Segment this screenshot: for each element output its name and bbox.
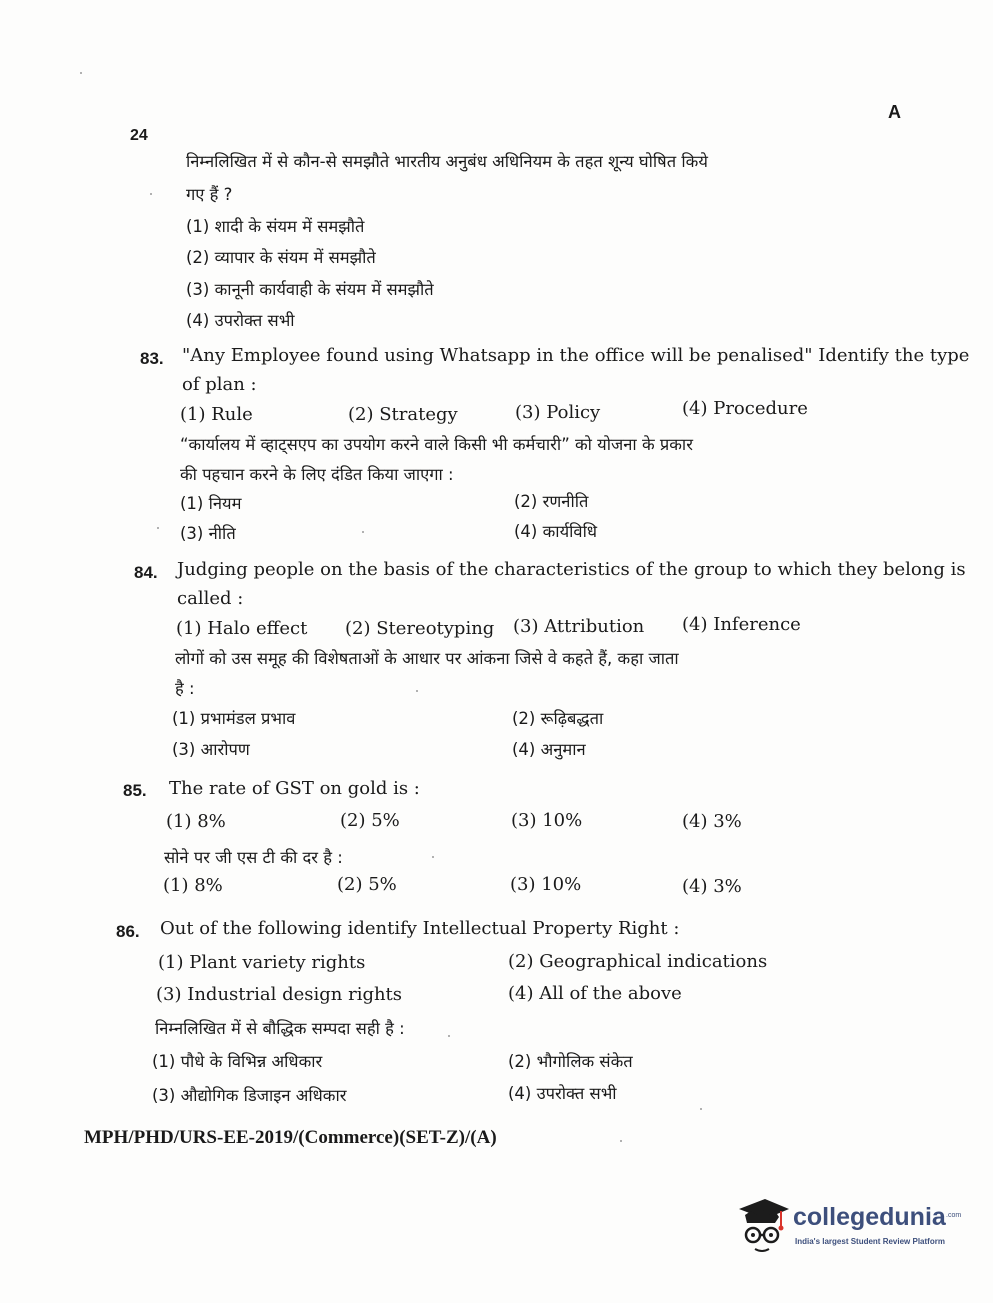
- q86-option-en-3: (3) Industrial design rights: [156, 984, 403, 1005]
- page-number: 24: [130, 127, 148, 144]
- q82-question-hi-line2: गए हैं ?: [186, 185, 233, 204]
- q83-option-hi-1: (1) नियम: [180, 494, 242, 513]
- q84-option-hi-1: (1) प्रभामंडल प्रभाव: [172, 709, 296, 728]
- q86-option-en-4: (4) All of the above: [508, 983, 682, 1004]
- q83-option-en-2: (2) Strategy: [348, 404, 458, 425]
- q86-question-en: Out of the following identify Intellectual Property Right :: [160, 918, 680, 939]
- scan-speck: [700, 1108, 702, 1110]
- scan-speck: [432, 856, 434, 858]
- q82-option-hi-2: (2) व्यापार के संयम में समझौते: [186, 248, 376, 267]
- q83-question-hi-line1: “कार्यालय में व्हाट्सएप का उपयोग करने वाले किसी भी कर्मचारी” को योजना के प्रकार: [180, 435, 693, 454]
- q86-number: 86.: [116, 922, 140, 941]
- footer-exam-code: MPH/PHD/URS-EE-2019/(Commerce)(SET-Z)/(A): [84, 1127, 497, 1148]
- q83-option-hi-4: (4) कार्यविधि: [514, 522, 598, 541]
- brand-tagline: India's largest Student Review Platform: [795, 1237, 945, 1246]
- q86-option-hi-3: (3) औद्योगिक डिजाइन अधिकार: [152, 1086, 347, 1105]
- q82-option-hi-1: (1) शादी के संयम में समझौते: [186, 217, 365, 236]
- student-mascot-icon: [735, 1195, 791, 1259]
- q83-number: 83.: [140, 349, 164, 368]
- q85-option-hi-4: (4) 3%: [682, 876, 742, 897]
- scan-speck: [150, 193, 152, 195]
- q83-option-hi-3: (3) नीति: [180, 524, 236, 543]
- q85-question-en: The rate of GST on gold is :: [169, 778, 420, 799]
- q84-option-en-1: (1) Halo effect: [176, 618, 308, 639]
- q85-option-hi-3: (3) 10%: [510, 874, 582, 895]
- q85-option-hi-2: (2) 5%: [337, 874, 397, 895]
- q86-option-hi-4: (4) उपरोक्त सभी: [508, 1084, 617, 1103]
- q82-option-hi-3: (3) कानूनी कार्यवाही के संयम में समझौते: [186, 280, 434, 299]
- q84-option-en-2: (2) Stereotyping: [345, 618, 495, 639]
- q86-option-en-2: (2) Geographical indications: [508, 951, 768, 972]
- q86-option-hi-1: (1) पौधे के विभिन्न अधिकार: [152, 1052, 323, 1071]
- brand-name: collegedunia: [793, 1203, 946, 1231]
- q86-question-hi: निम्नलिखित में से बौद्धिक सम्पदा सही है :: [155, 1019, 405, 1038]
- scan-speck: [620, 1140, 622, 1142]
- scan-speck: [362, 531, 364, 533]
- collegedunia-logo: [735, 1195, 965, 1265]
- q82-option-hi-4: (4) उपरोक्त सभी: [186, 311, 295, 330]
- q83-option-en-1: (1) Rule: [180, 404, 253, 425]
- q84-question-hi-line1: लोगों को उस समूह की विशेषताओं के आधार पर आंकना जिसे वे कहते हैं, कहा जाता: [175, 649, 679, 668]
- q85-question-hi: सोने पर जी एस टी की दर है :: [164, 848, 343, 867]
- q83-option-hi-2: (2) रणनीति: [514, 492, 589, 511]
- q85-number: 85.: [123, 781, 147, 800]
- q84-question-en-line1: Judging people on the basis of the characteristics of the group to which they belong is: [177, 559, 966, 580]
- q83-option-en-4: (4) Procedure: [682, 398, 808, 419]
- scan-speck: [416, 690, 418, 692]
- q83-option-en-3: (3) Policy: [515, 402, 601, 423]
- q84-option-hi-2: (2) रूढ़िबद्धता: [512, 709, 604, 728]
- set-letter: A: [888, 102, 901, 122]
- q83-question-hi-line2: की पहचान करने के लिए दंडित किया जाएगा :: [180, 465, 454, 484]
- q82-question-hi-line1: निम्नलिखित में से कौन-से समझौते भारतीय अनुबंध अधिनियम के तहत शून्य घोषित किये: [186, 152, 708, 171]
- q85-option-en-4: (4) 3%: [682, 811, 742, 832]
- q83-question-en-line2: of plan :: [182, 374, 257, 395]
- scan-speck: [80, 72, 82, 74]
- q84-option-hi-3: (3) आरोपण: [172, 740, 250, 759]
- q84-question-en-line2: called :: [177, 588, 244, 609]
- q85-option-en-1: (1) 8%: [166, 811, 226, 832]
- q84-option-en-4: (4) Inference: [682, 614, 801, 635]
- q84-number: 84.: [134, 563, 158, 582]
- q84-option-en-3: (3) Attribution: [513, 616, 645, 637]
- q85-option-en-3: (3) 10%: [511, 810, 583, 831]
- q85-option-en-2: (2) 5%: [340, 810, 400, 831]
- q86-option-en-1: (1) Plant variety rights: [158, 952, 366, 973]
- brand-domain-suffix: .com: [946, 1212, 962, 1219]
- scan-speck: [157, 527, 159, 529]
- q84-question-hi-line2: है :: [175, 679, 195, 698]
- q84-option-hi-4: (4) अनुमान: [512, 740, 586, 759]
- q85-option-hi-1: (1) 8%: [163, 875, 223, 896]
- scan-speck: [448, 1035, 450, 1037]
- q83-question-en-line1: "Any Employee found using Whatsapp in the office will be penalised" Identify the type: [182, 345, 970, 366]
- q86-option-hi-2: (2) भौगोलिक संकेत: [508, 1052, 633, 1071]
